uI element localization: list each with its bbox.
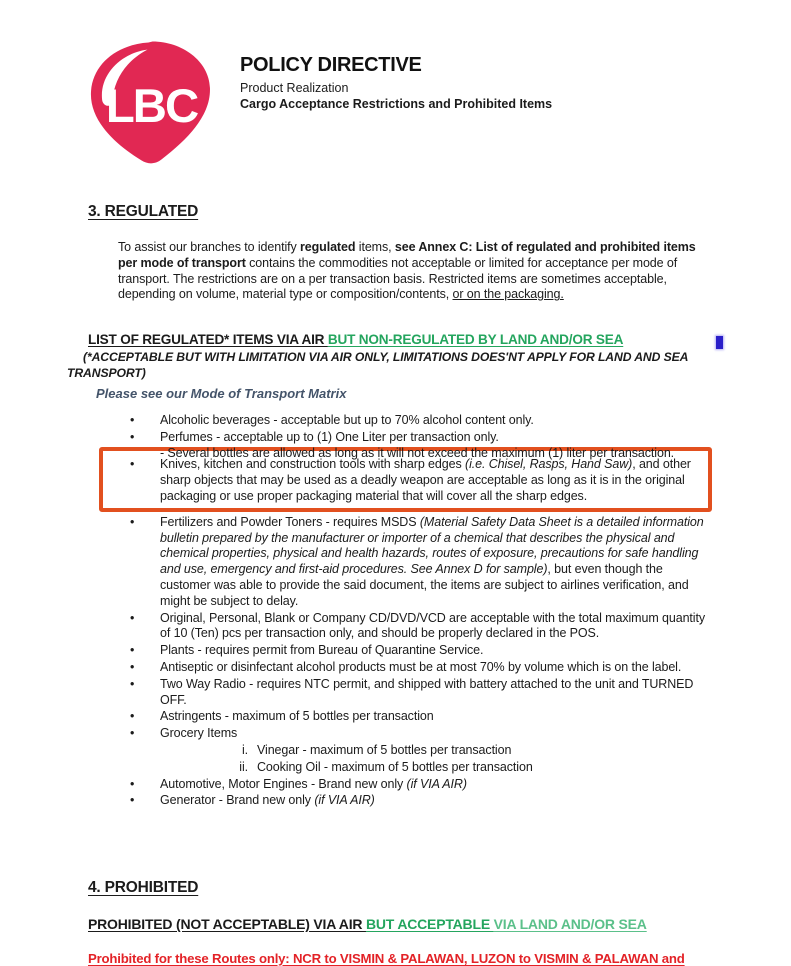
bullet-icon: • bbox=[130, 676, 135, 691]
bullet-icon: • bbox=[130, 457, 135, 472]
sub-list-label: i. bbox=[241, 742, 248, 757]
logo-text: LBC bbox=[105, 80, 198, 134]
list-item-text: Perfumes - acceptable up to (1) One Liter per transaction only. - Several bottles are allowed as long as it will not exceed the maximum (1) liter per transaction. bbox=[160, 429, 675, 460]
list-item bbox=[130, 643, 712, 659]
bullet-icon: • bbox=[130, 659, 135, 674]
list-item bbox=[130, 413, 712, 429]
list-item-text: Generator - Brand new only (if VIA AIR) bbox=[160, 793, 375, 808]
regulated-intro-paragraph: To assist our branches to identify regulated items, see Annex C: List of regulated and prohibited items per mode of transport contains the commodities not acceptable or limited for acceptance per mode of transport. The restrictions are on a per transaction basis. Restricted items are sometimes acceptable, depending on volume, material type or composition/contents, or on the packaging. bbox=[118, 240, 696, 302]
list-item-text: Two Way Radio - requires NTC permit, and shipped with battery attached to the unit and TURNED OFF. bbox=[160, 676, 694, 707]
list-item-highlighted bbox=[99, 447, 712, 511]
list-item bbox=[130, 777, 712, 793]
bullet-icon: • bbox=[130, 429, 135, 444]
list-item-text: Antiseptic or disinfectant alcohol products must be at most 70% by volume which is on the label. bbox=[160, 659, 682, 674]
regulated-list-heading: LIST OF REGULATED* ITEMS VIA AIR BUT NON-REGULATED BY LAND AND/OR SEA bbox=[88, 332, 624, 347]
list-item-text: Plants - requires permit from Bureau of Quarantine Service. bbox=[160, 643, 484, 658]
bullet-icon: • bbox=[130, 610, 135, 625]
bullet-icon: • bbox=[130, 793, 135, 808]
page-title: POLICY DIRECTIVE bbox=[240, 54, 422, 76]
lbc-logo bbox=[84, 37, 217, 171]
bullet-icon: • bbox=[130, 514, 135, 529]
cursor-mark bbox=[716, 336, 723, 349]
sub-list-item bbox=[218, 760, 712, 776]
bullet-icon: • bbox=[130, 413, 135, 427]
header-subtitle-product: Product Realization bbox=[240, 81, 349, 95]
sub-list-text: Vinegar - maximum of 5 bottles per transaction bbox=[257, 742, 512, 757]
list-item bbox=[130, 660, 712, 676]
regulated-bullet-list bbox=[130, 413, 712, 810]
prohibited-routes-note: Prohibited for these Routes only: NCR to VISMIN & PALAWAN, LUZON to VISMIN & PALAWAN and bbox=[88, 951, 685, 966]
bullet-icon: • bbox=[130, 726, 135, 741]
transport-matrix-note: Please see our Mode of Transport Matrix bbox=[96, 386, 347, 401]
list-item bbox=[130, 709, 712, 725]
list-item bbox=[130, 515, 712, 610]
bullet-icon: • bbox=[130, 643, 135, 658]
limitation-note: (*ACCEPTABLE BUT WITH LIMITATION VIA AIR ONLY, LIMITATIONS DOES'NT APPLY FOR LAND AND SEA TRANSPORT) bbox=[67, 350, 688, 380]
list-item-text: Original, Personal, Blank or Company CD/DVD/VCD are acceptable with the total maximum quantity of 10 (Ten) pcs per transaction only, and should be properly declared in the POS. bbox=[160, 610, 706, 641]
header-subtitle-cargo: Cargo Acceptance Restrictions and Prohibited Items bbox=[240, 97, 553, 111]
document-header bbox=[240, 54, 552, 111]
sub-list-item bbox=[218, 743, 712, 759]
list-item-text: Astringents - maximum of 5 bottles per transaction bbox=[160, 709, 434, 724]
list-item-text: Fertilizers and Powder Toners - requires MSDS (Material Safety Data Sheet is a detailed information bulletin prepared by the manufacturer or importer of a chemical that describes the physical and chemical properties, physical and health hazards, routes of exposure, precautions for safe handling and use, emergency and first-aid procedures. See Annex D for sample), but even though the customer was able to provide the said document, the items are subject to airlines verification, and might be subject to delay. bbox=[160, 514, 704, 608]
section-heading-prohibited: 4. PROHIBITED bbox=[88, 879, 199, 896]
list-item bbox=[130, 677, 712, 709]
section-heading-regulated: 3. REGULATED bbox=[88, 203, 199, 220]
list-item-text: Knives, kitchen and construction tools with sharp edges (i.e. Chisel, Rasps, Hand Saw), and other sharp objects that may be used as a deadly weapon are acceptable as long as it is in the original packaging or use proper packaging material that will cover all the sharp edges. bbox=[160, 457, 691, 503]
bullet-icon: • bbox=[130, 776, 135, 791]
sub-list-text: Cooking Oil - maximum of 5 bottles per transaction bbox=[257, 759, 533, 774]
prohibited-subheading: PROHIBITED (NOT ACCEPTABLE) VIA AIR BUT ACCEPTABLE VIA LAND AND/OR SEA bbox=[88, 916, 647, 932]
bullet-icon: • bbox=[130, 709, 135, 724]
list-item bbox=[130, 793, 712, 809]
sub-list-label: ii. bbox=[239, 759, 248, 774]
list-item-text: Automotive, Motor Engines - Brand new only (if VIA AIR) bbox=[160, 776, 467, 791]
list-item-text: Grocery Items bbox=[160, 726, 238, 741]
list-item bbox=[130, 726, 712, 742]
list-item bbox=[130, 611, 712, 643]
list-item-text: Alcoholic beverages - acceptable but up to 70% alcohol content only. bbox=[160, 413, 534, 427]
